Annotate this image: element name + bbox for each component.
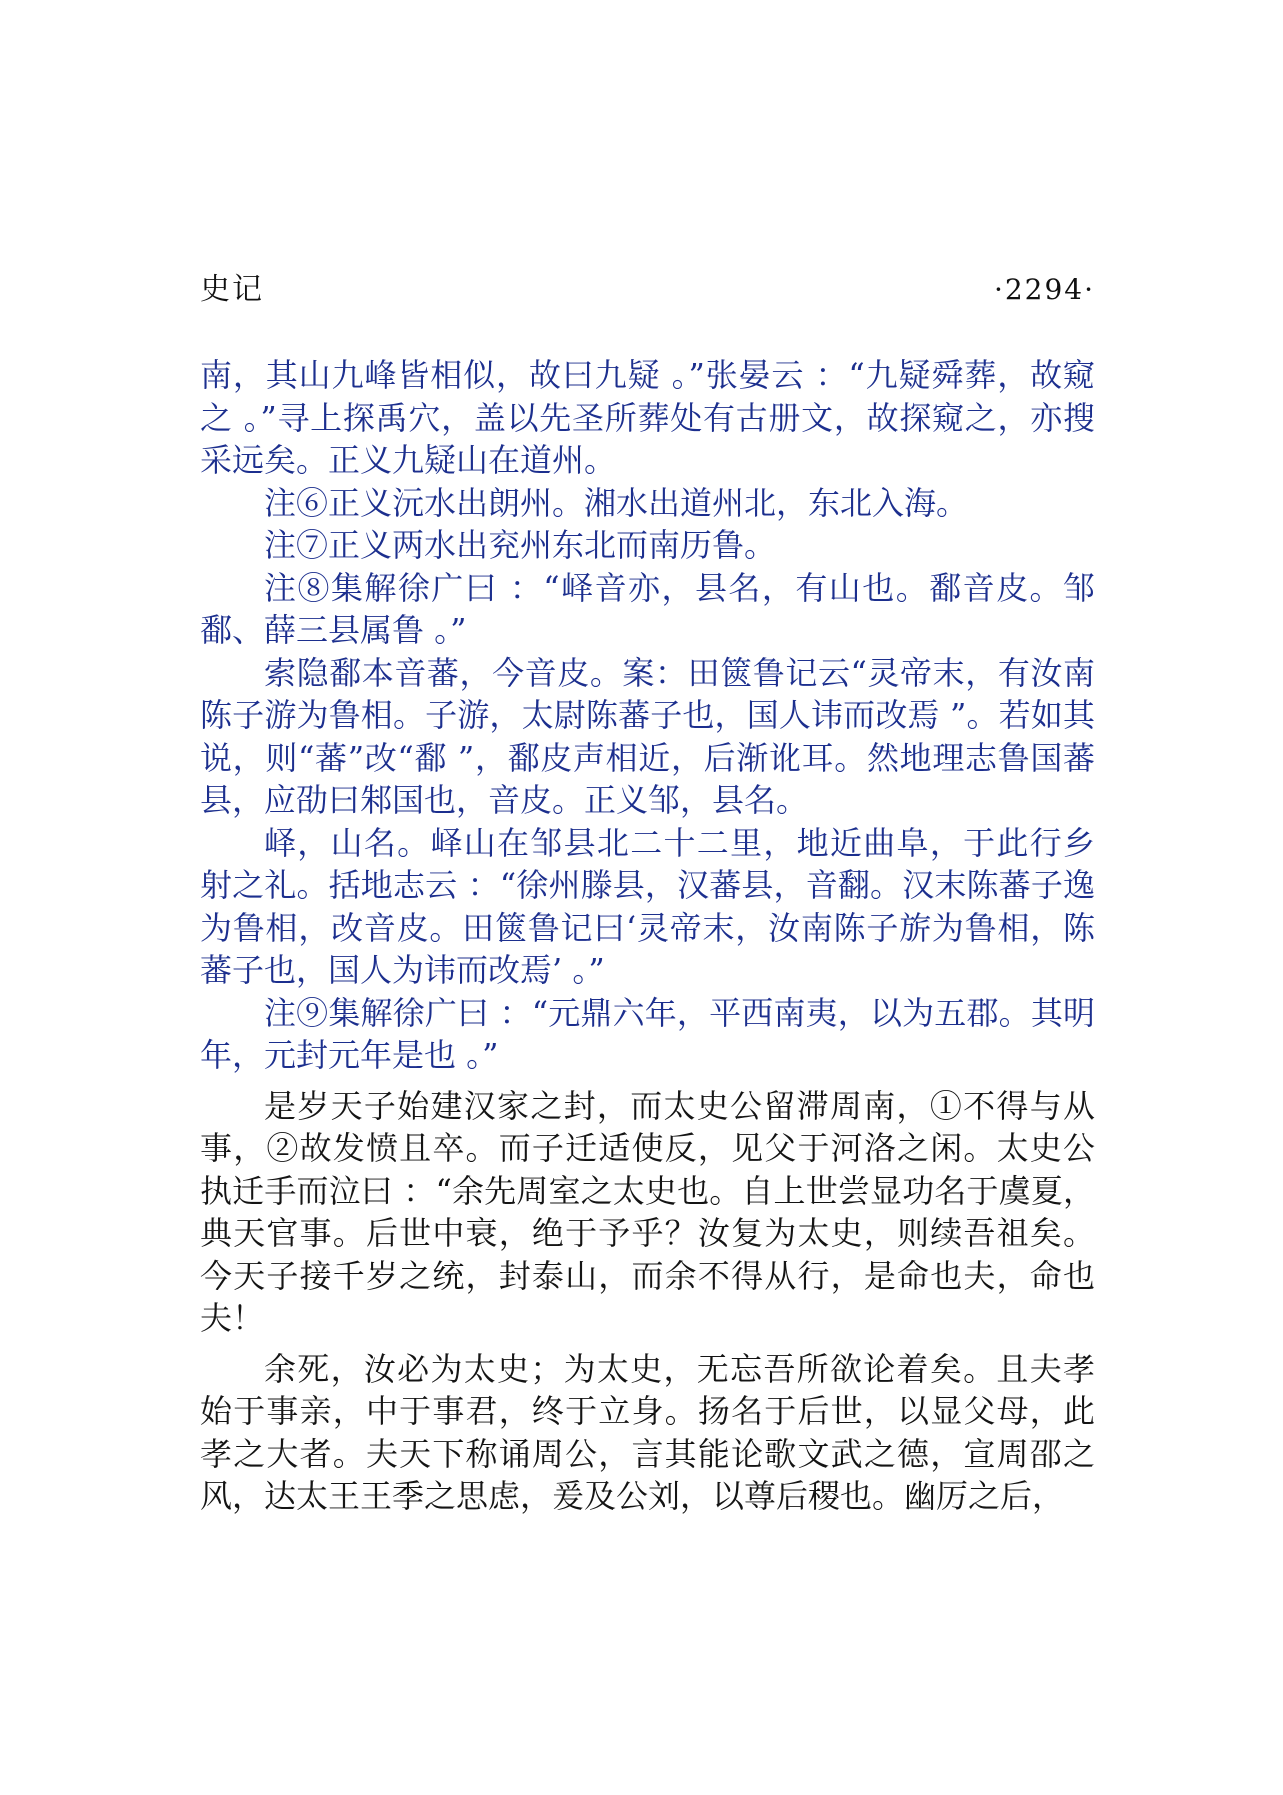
page-body <box>200 354 1095 1518</box>
commentary-suoyin: 索隐鄱本音蕃，今音皮。案：田篋鲁记云“灵帝末，有汝南陈子游为鲁相。子游，太尉陈蕃子也，国人讳而改焉 ”。若如其说，则“蕃”改“鄱 ”，鄱皮声相近，后渐讹耳。然地理志鲁国蕃县，应劭曰邾国也，音皮。正义邹，县名。 <box>200 653 1095 819</box>
main-text-paragraph: 是岁天子始建汉家之封，而太史公留滞周南，①不得与从事，②故发愤且卒。而子迁适使反，见父于河洛之闲。太史公执迁手而泣曰 ：“余先周室之太史也。自上世尝显功名于虞夏，典天官事。后世中衰，绝于予乎？汝复为太史，则续吾祖矣。今天子接千岁之统，封泰山，而余不得从行，是命也夫，命也夫！ <box>200 1086 1095 1337</box>
commentary-note-7: 注⑦正义两水出兖州东北而南历鲁。 <box>264 526 777 564</box>
commentary-note-6: 注⑥正义沅水出朗州。湘水出道州北，东北入海。 <box>264 483 969 522</box>
commentary-yishan: 峄，山名。峄山在邹县北二十二里，地近曲阜，于此行乡射之礼。括地志云 ：“徐州滕县，汉蕃县，音翻。汉末陈蕃子逸为鲁相，改音皮。田篋鲁记曰‘灵帝末，汝南陈子旂为鲁相，陈蕃子也，国人为讳而改焉’ 。” <box>200 823 1095 989</box>
page-number: ·2294· <box>993 273 1095 306</box>
book-title: 史记 <box>200 272 264 307</box>
commentary-paragraph: 南，其山九峰皆相似，故曰九疑 。”张晏云 ：“九疑舜葬，故窥之 。”寻上探禹穴，盖以先圣所葬处有古册文，故探窥之，亦搜采远矣。正义九疑山在道州。 <box>200 356 1095 479</box>
commentary-note-8: 注⑧集解徐广曰 ：“峄音亦，县名，有山也。鄱音皮。邹鄱、薛三县属鲁 。” <box>200 568 1095 649</box>
page-header <box>200 270 1095 310</box>
main-text-paragraph: 余死，汝必为太史；为太史，无忘吾所欲论着矣。且夫孝始于事亲，中于事君，终于立身。扬名于后世，以显父母，此孝之大者。夫天下称诵周公，言其能论歌文武之德，宣周邵之风，达太王王季之思虑，爰及公刘，以尊后稷也。幽厉之后， <box>200 1349 1095 1515</box>
commentary-note-9: 注⑨集解徐广曰 ：“元鼎六年，平西南夷，以为五郡。其明年，元封元年是也 。” <box>200 993 1095 1074</box>
